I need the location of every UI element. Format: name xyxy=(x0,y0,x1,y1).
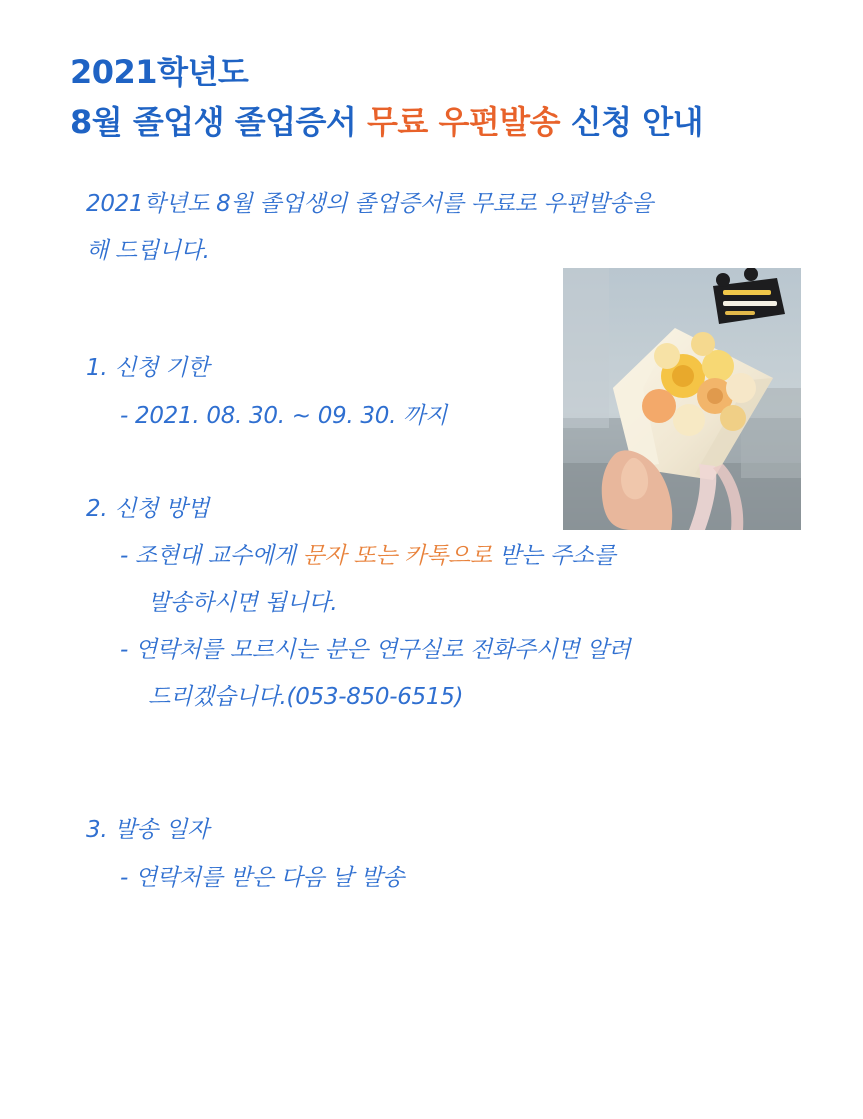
section-1-item-1: - 2021. 08. 30. ~ 09. 30. 까지 xyxy=(120,402,447,429)
spacer xyxy=(86,721,815,777)
section-1-heading: 1. 신청 기한 xyxy=(86,355,210,382)
section-3-item-1: - 연락처를 받은 다음 날 발송 xyxy=(120,864,405,891)
title-line-2-suffix: 신청 안내 xyxy=(560,102,704,141)
section-2-item-1-suffix: 받는 주소를 xyxy=(491,542,616,569)
bouquet-photo-graphic xyxy=(563,268,801,530)
section-shipping-date xyxy=(86,807,815,901)
intro-line-1: 2021학년도 8월 졸업생의 졸업증서를 무료로 우편발송을 xyxy=(86,191,654,218)
section-2-item-1-highlight: 문자 또는 카톡으로 xyxy=(302,542,492,569)
section-2-item-1 xyxy=(120,533,815,580)
section-2-item-2-continued: 드리겠습니다.(053-850-6515) xyxy=(148,684,464,711)
intro-paragraph xyxy=(86,181,815,275)
title-line-1: 2021학년도 xyxy=(70,53,249,91)
section-2-item-2: - 연락처를 모르시는 분은 연구실로 전화주시면 알려 xyxy=(120,637,631,664)
intro-line-2: 해 드립니다. xyxy=(86,238,210,265)
section-2-item-1-continued: 발송하시면 됩니다. xyxy=(148,590,338,617)
title-line-2 xyxy=(70,98,815,148)
title-line-2-prefix: 8월 졸업생 졸업증서 xyxy=(70,102,367,141)
section-3-heading: 3. 발송 일자 xyxy=(86,817,210,844)
title-line-2-highlight: 무료 우편발송 xyxy=(366,102,561,141)
section-2-heading: 2. 신청 방법 xyxy=(86,495,210,522)
section-2-item-1-prefix: - 조현대 교수에게 xyxy=(120,542,303,569)
bouquet-photo xyxy=(563,268,801,530)
page-title xyxy=(70,48,815,147)
